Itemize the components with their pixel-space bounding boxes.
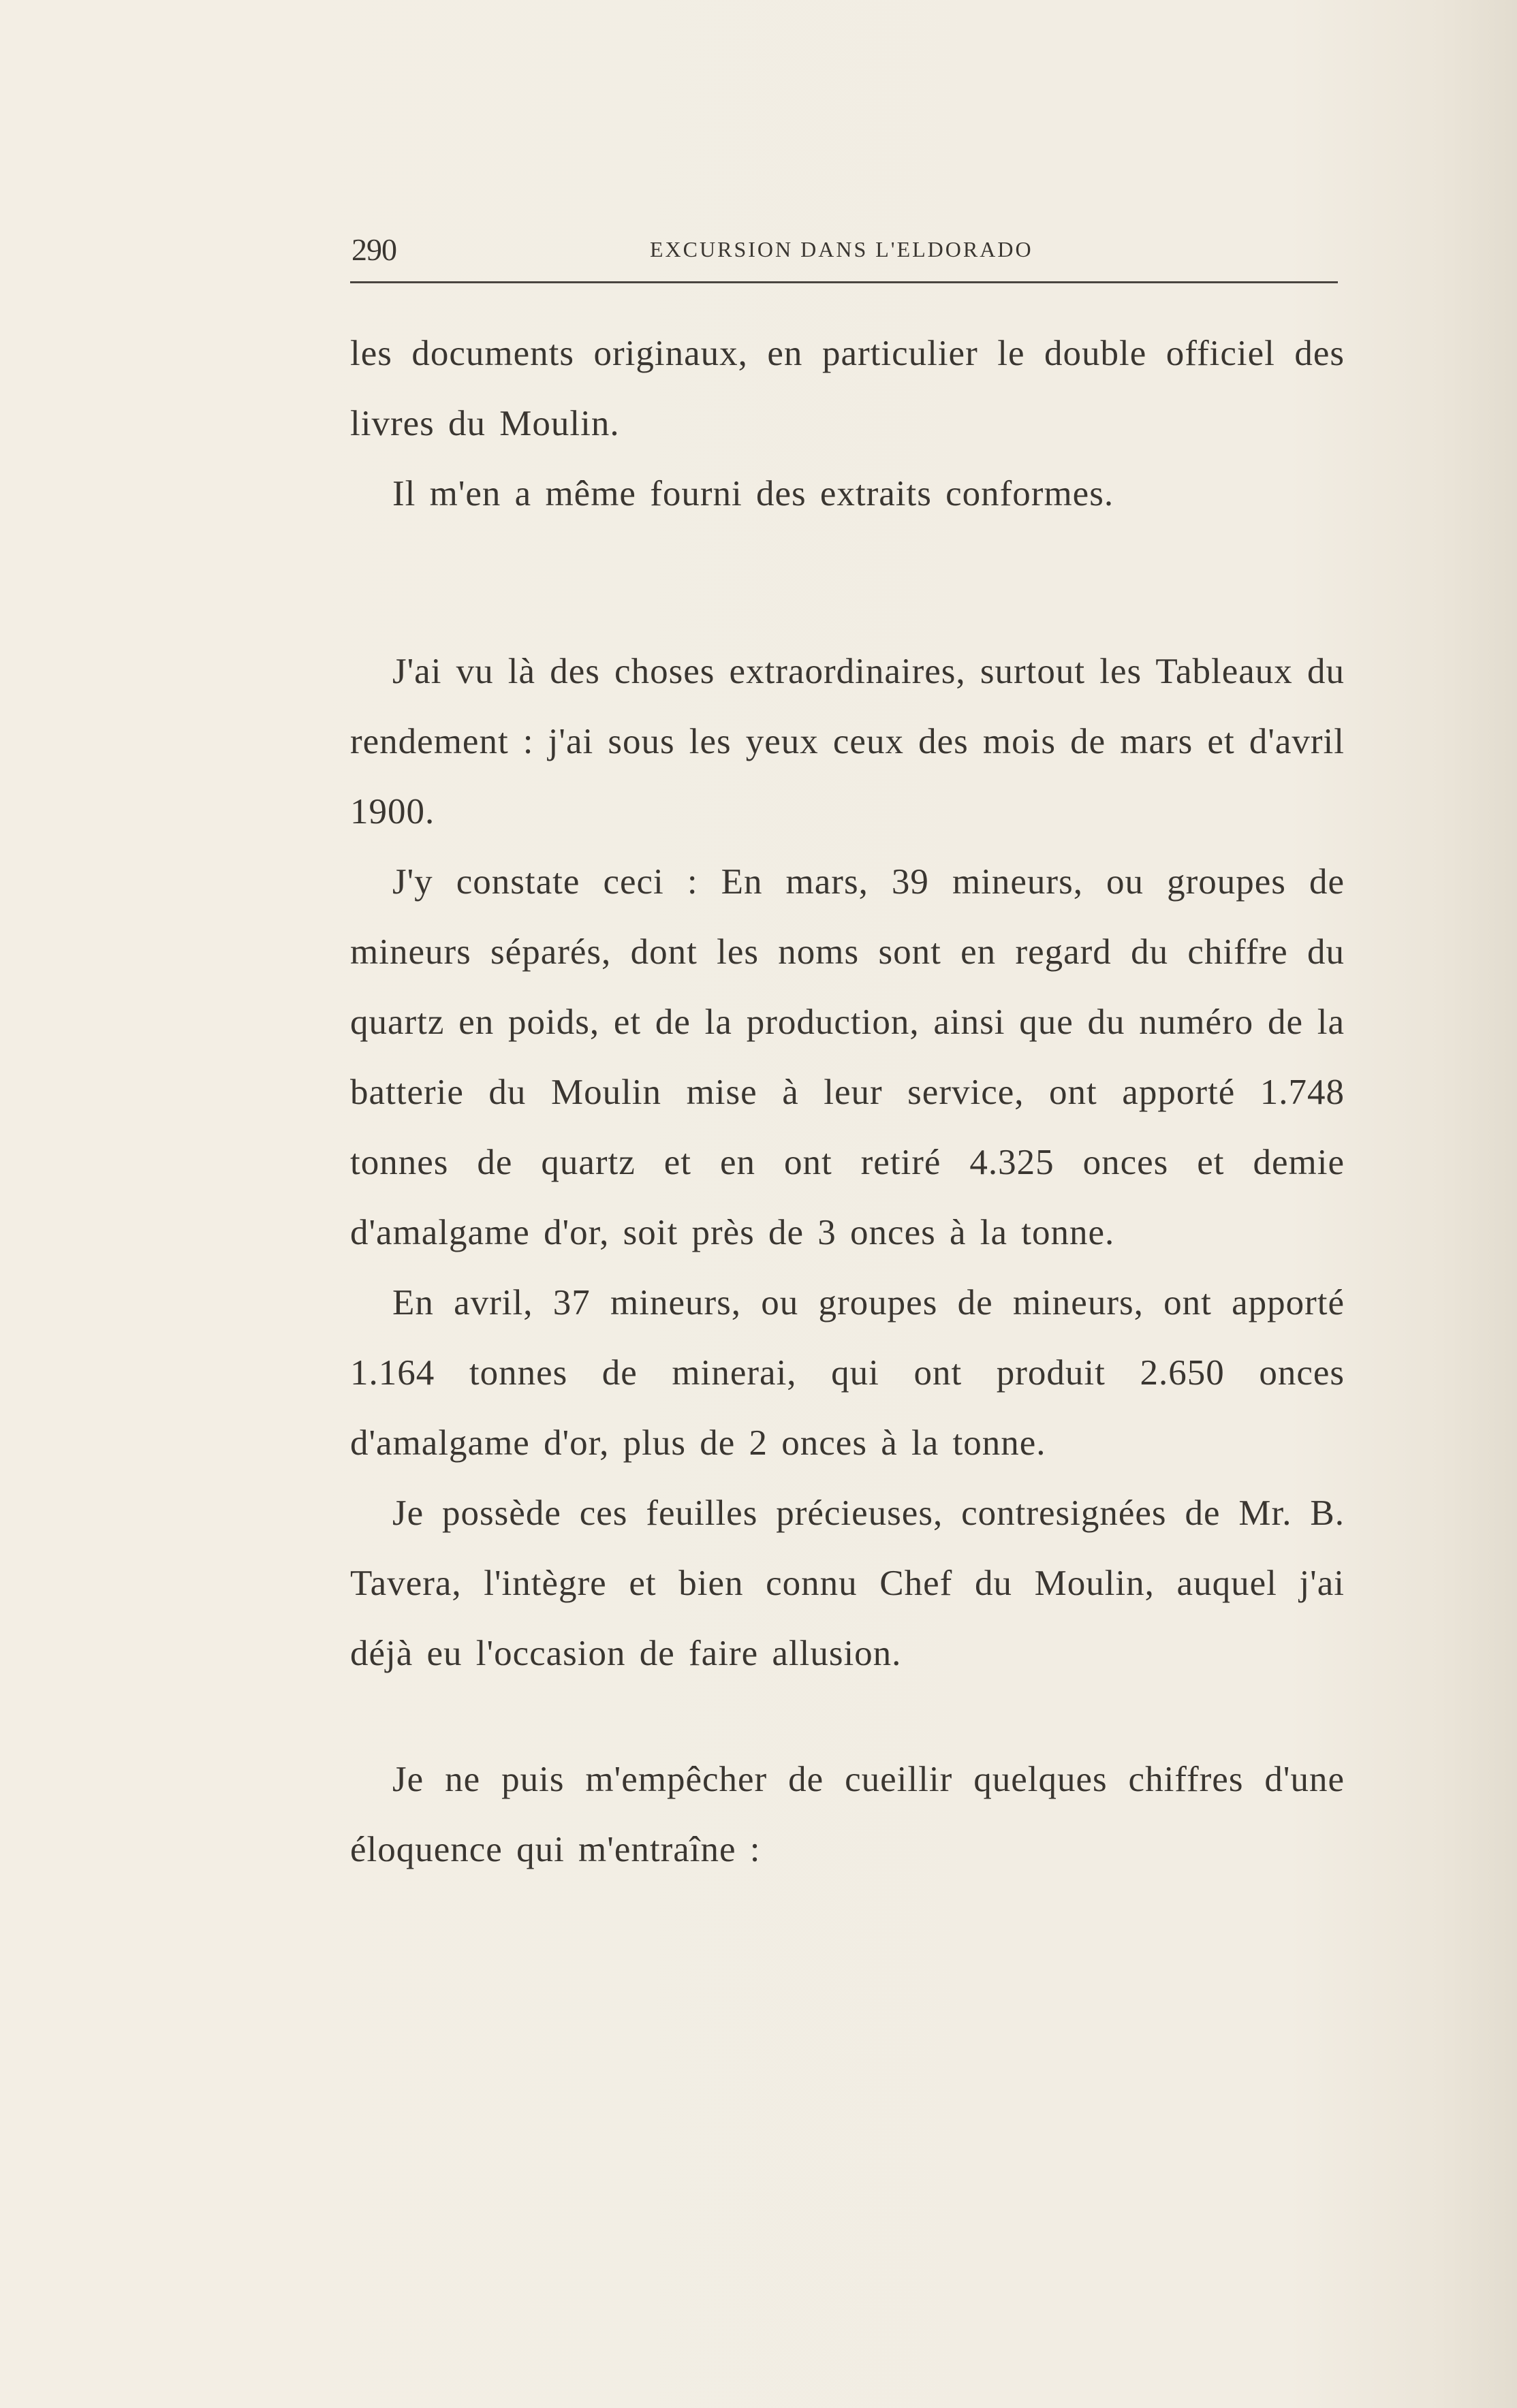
page-header	[350, 225, 1338, 279]
section-gap	[350, 529, 1345, 637]
paragraph-6: Je possède ces feuilles précieuses, contresignées de Mr. B. Tavera, l'intègre et bien connu Chef du Moulin, auquel j'ai déjà eu l'occasion de faire allusion.	[350, 1493, 1345, 1673]
body-text	[350, 319, 1345, 1885]
page-number: 290	[351, 232, 396, 267]
paragraph-3: J'ai vu là des choses extraordinaires, surtout les Tableaux du rendement : j'ai sous les yeux ceux des mois de mars et d'avril 1900.	[350, 652, 1345, 831]
paragraph-5: En avril, 37 mineurs, ou groupes de mineurs, ont apporté 1.164 tonnes de minerai, qui ont produit 2.650 onces d'amalgame d'or, plus de 2 onces à la tonne.	[350, 1283, 1345, 1463]
paragraph-4: J'y constate ceci : En mars, 39 mineurs, ou groupes de mineurs séparés, dont les noms sont en regard du chiffre du quartz en poids, et de la production, ainsi que du numéro de la batterie du Moulin mise à leur service, ont apporté 1.748 tonnes de quartz et en ont retiré 4.325 onces et demie d'amalgame d'or, soit près de 3 onces à la tonne.	[350, 862, 1345, 1252]
section-gap	[350, 1689, 1345, 1745]
paragraph-7: Je ne puis m'empêcher de cueillir quelques chiffres d'une éloquence qui m'entraîne :	[350, 1760, 1345, 1869]
running-title: EXCURSION DANS L'ELDORADO	[650, 237, 1033, 262]
header-rule	[350, 281, 1338, 283]
paragraph-2: Il m'en a même fourni des extraits conformes.	[392, 474, 1114, 513]
paragraph-1: les documents originaux, en particulier le double officiel des livres du Moulin.	[350, 334, 1345, 443]
